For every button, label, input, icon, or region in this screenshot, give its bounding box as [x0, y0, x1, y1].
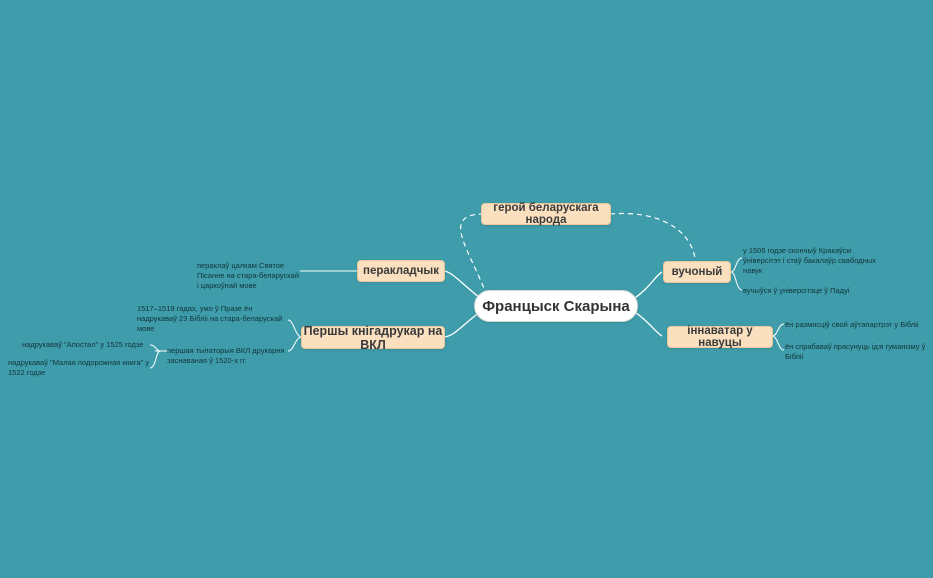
- branch-label-scientist: вучоный: [671, 266, 723, 278]
- leaf-printer-1: 1517–1519 гадах, ужо ў Празе ён надрукаваў 23 Бібліі на стара-беларускай мове: [137, 304, 283, 333]
- branch-label-hero: герой беларускага народа: [493, 202, 599, 226]
- branch-node-scientist[interactable]: [663, 261, 731, 283]
- central-node-label: Францыск Скарына: [482, 297, 630, 315]
- leaf-printer-4: надрукаваў "Малая подорожная книга" у 1522 годзе: [8, 358, 150, 377]
- leaf-printer-3: першая тыпаторыя ВКЛ друкарня заснаваная ў 1520-х гг.: [167, 346, 285, 365]
- branch-label-innovator: іннаватар у навуцы: [687, 325, 753, 349]
- leaf-scientist-1: у 1506 годзе скончыў Кракаўскі ўніверсітэт і стаў бакалаўр свабодных навук: [743, 246, 876, 275]
- branch-label-printer: Першы кнігадрукар на ВКЛ: [303, 323, 443, 352]
- leaf-innovator-1: ён размясціў свой аўтапартрэт у Бібліі: [785, 320, 919, 329]
- leaf-scientist-2: вучыўся ў універсітэце ў Падуі: [743, 286, 850, 295]
- leaf-translator-1: пераклаў цалкам Святое Пісанне на стара-беларускай і царкоўнай мове: [197, 261, 300, 290]
- leaf-innovator-2: ён спрабаваў прасунуць ідэі гуманізму ў Бібліі: [785, 342, 926, 361]
- central-node[interactable]: [474, 290, 638, 322]
- leaf-printer-2: надрукаваў "Апостал" у 1525 годзе: [22, 340, 144, 349]
- branch-node-translator[interactable]: [357, 260, 445, 282]
- branch-node-printer[interactable]: [301, 323, 445, 352]
- branch-node-innovator[interactable]: [667, 326, 773, 348]
- branch-label-translator: перакладчык: [363, 265, 439, 277]
- branch-node-hero[interactable]: [481, 203, 611, 225]
